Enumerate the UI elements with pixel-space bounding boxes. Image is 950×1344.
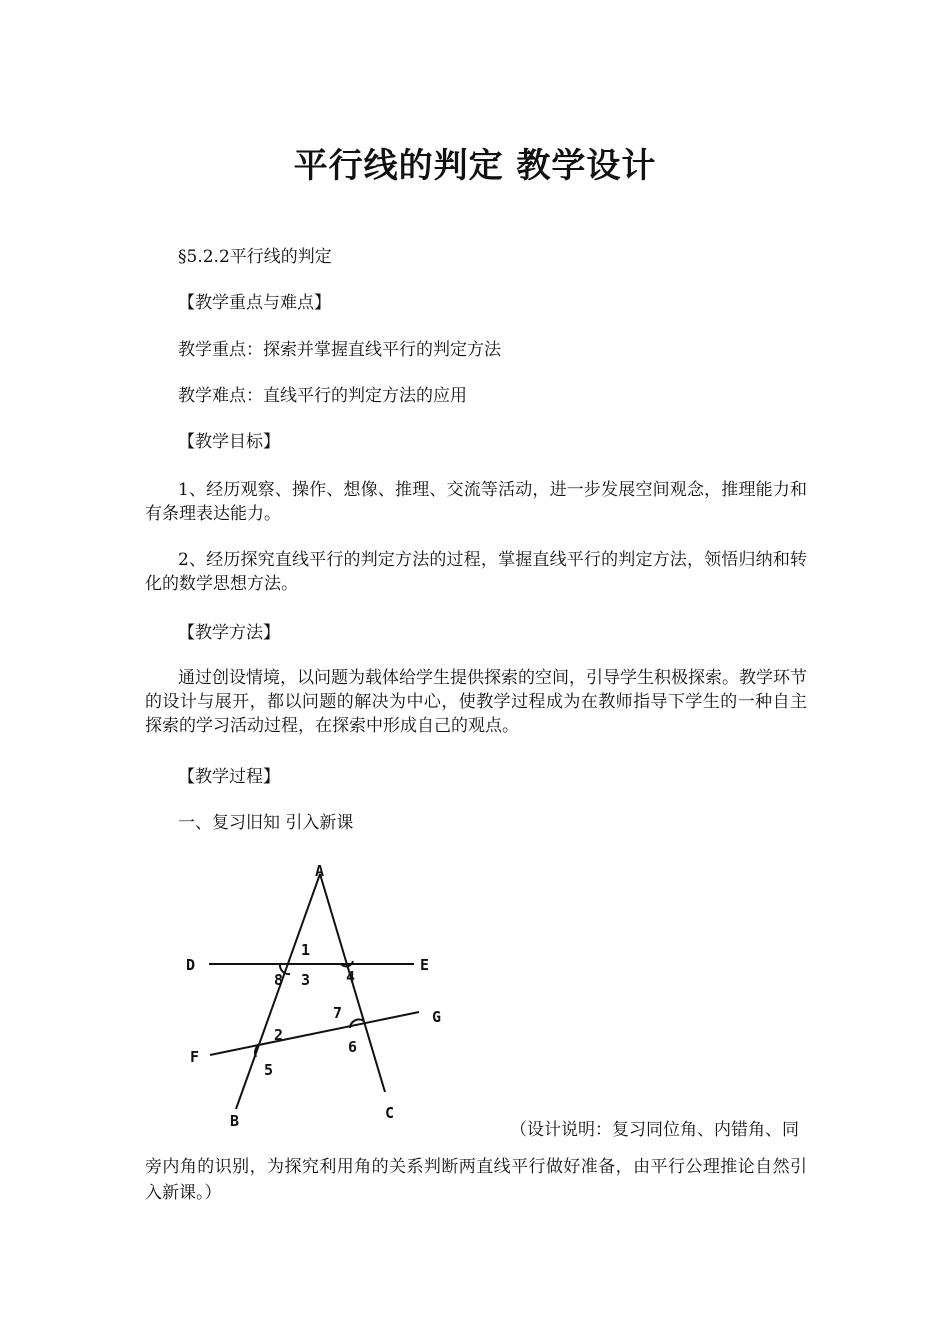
goal-1: 1、经历观察、操作、想像、推理、交流等活动，进一步发展空间观念，推理能力和有条理表达能力。 bbox=[145, 480, 807, 524]
label-F: F bbox=[190, 1048, 200, 1066]
label-angle-7: 7 bbox=[333, 1004, 343, 1022]
label-angle-6: 6 bbox=[348, 1038, 358, 1056]
heading-methods: 【教学方法】 bbox=[178, 623, 280, 643]
design-note-start: （设计说明：复习同位角、内错角、同 bbox=[510, 1120, 799, 1140]
focus-text: 教学重点：探索并掌握直线平行的判定方法 bbox=[178, 340, 501, 360]
label-angle-1: 1 bbox=[301, 941, 311, 959]
label-angle-5: 5 bbox=[264, 1061, 274, 1079]
step-1: 一、复习旧知 引入新课 bbox=[178, 813, 354, 833]
label-B: B bbox=[230, 1112, 240, 1130]
label-G: G bbox=[432, 1008, 442, 1026]
difficulty-text: 教学难点：直线平行的判定方法的应用 bbox=[178, 386, 467, 406]
geometry-diagram bbox=[176, 852, 494, 1142]
design-note-rest: 旁内角的识别，为探究利用角的关系判断两直线平行做好准备，由平行公理推论自然引入新课。） bbox=[145, 1157, 807, 1203]
label-angle-2: 2 bbox=[274, 1026, 284, 1044]
label-A: A bbox=[315, 862, 325, 880]
label-E: E bbox=[420, 956, 430, 974]
label-angle-3: 3 bbox=[301, 971, 311, 989]
label-C: C bbox=[385, 1104, 395, 1122]
goal-2: 2、经历探究直线平行的判定方法的过程，掌握直线平行的判定方法，领悟归纳和转化的数学思想方法。 bbox=[145, 550, 807, 594]
line-AB bbox=[236, 874, 320, 1109]
heading-goals: 【教学目标】 bbox=[178, 432, 280, 452]
heading-process: 【教学过程】 bbox=[178, 767, 280, 787]
label-angle-8: 8 bbox=[274, 971, 284, 989]
section-number: §5.2.2平行线的判定 bbox=[178, 247, 332, 267]
geometry-figure bbox=[176, 852, 494, 1142]
methods-text: 通过创设情境，以问题为载体给学生提供探索的空间，引导学生积极探索。教学环节的设计与展开，都以问题的解决为中心，使教学过程成为在教师指导下学生的一种自主探索的学习活动过程，在探索中形成自己的观点。 bbox=[145, 668, 807, 736]
label-D: D bbox=[186, 956, 196, 974]
heading-focus: 【教学重点与难点】 bbox=[178, 293, 331, 313]
page-title: 平行线的判定 教学设计 bbox=[293, 146, 657, 186]
label-angle-4: 4 bbox=[346, 968, 356, 986]
line-FG bbox=[210, 1012, 419, 1055]
